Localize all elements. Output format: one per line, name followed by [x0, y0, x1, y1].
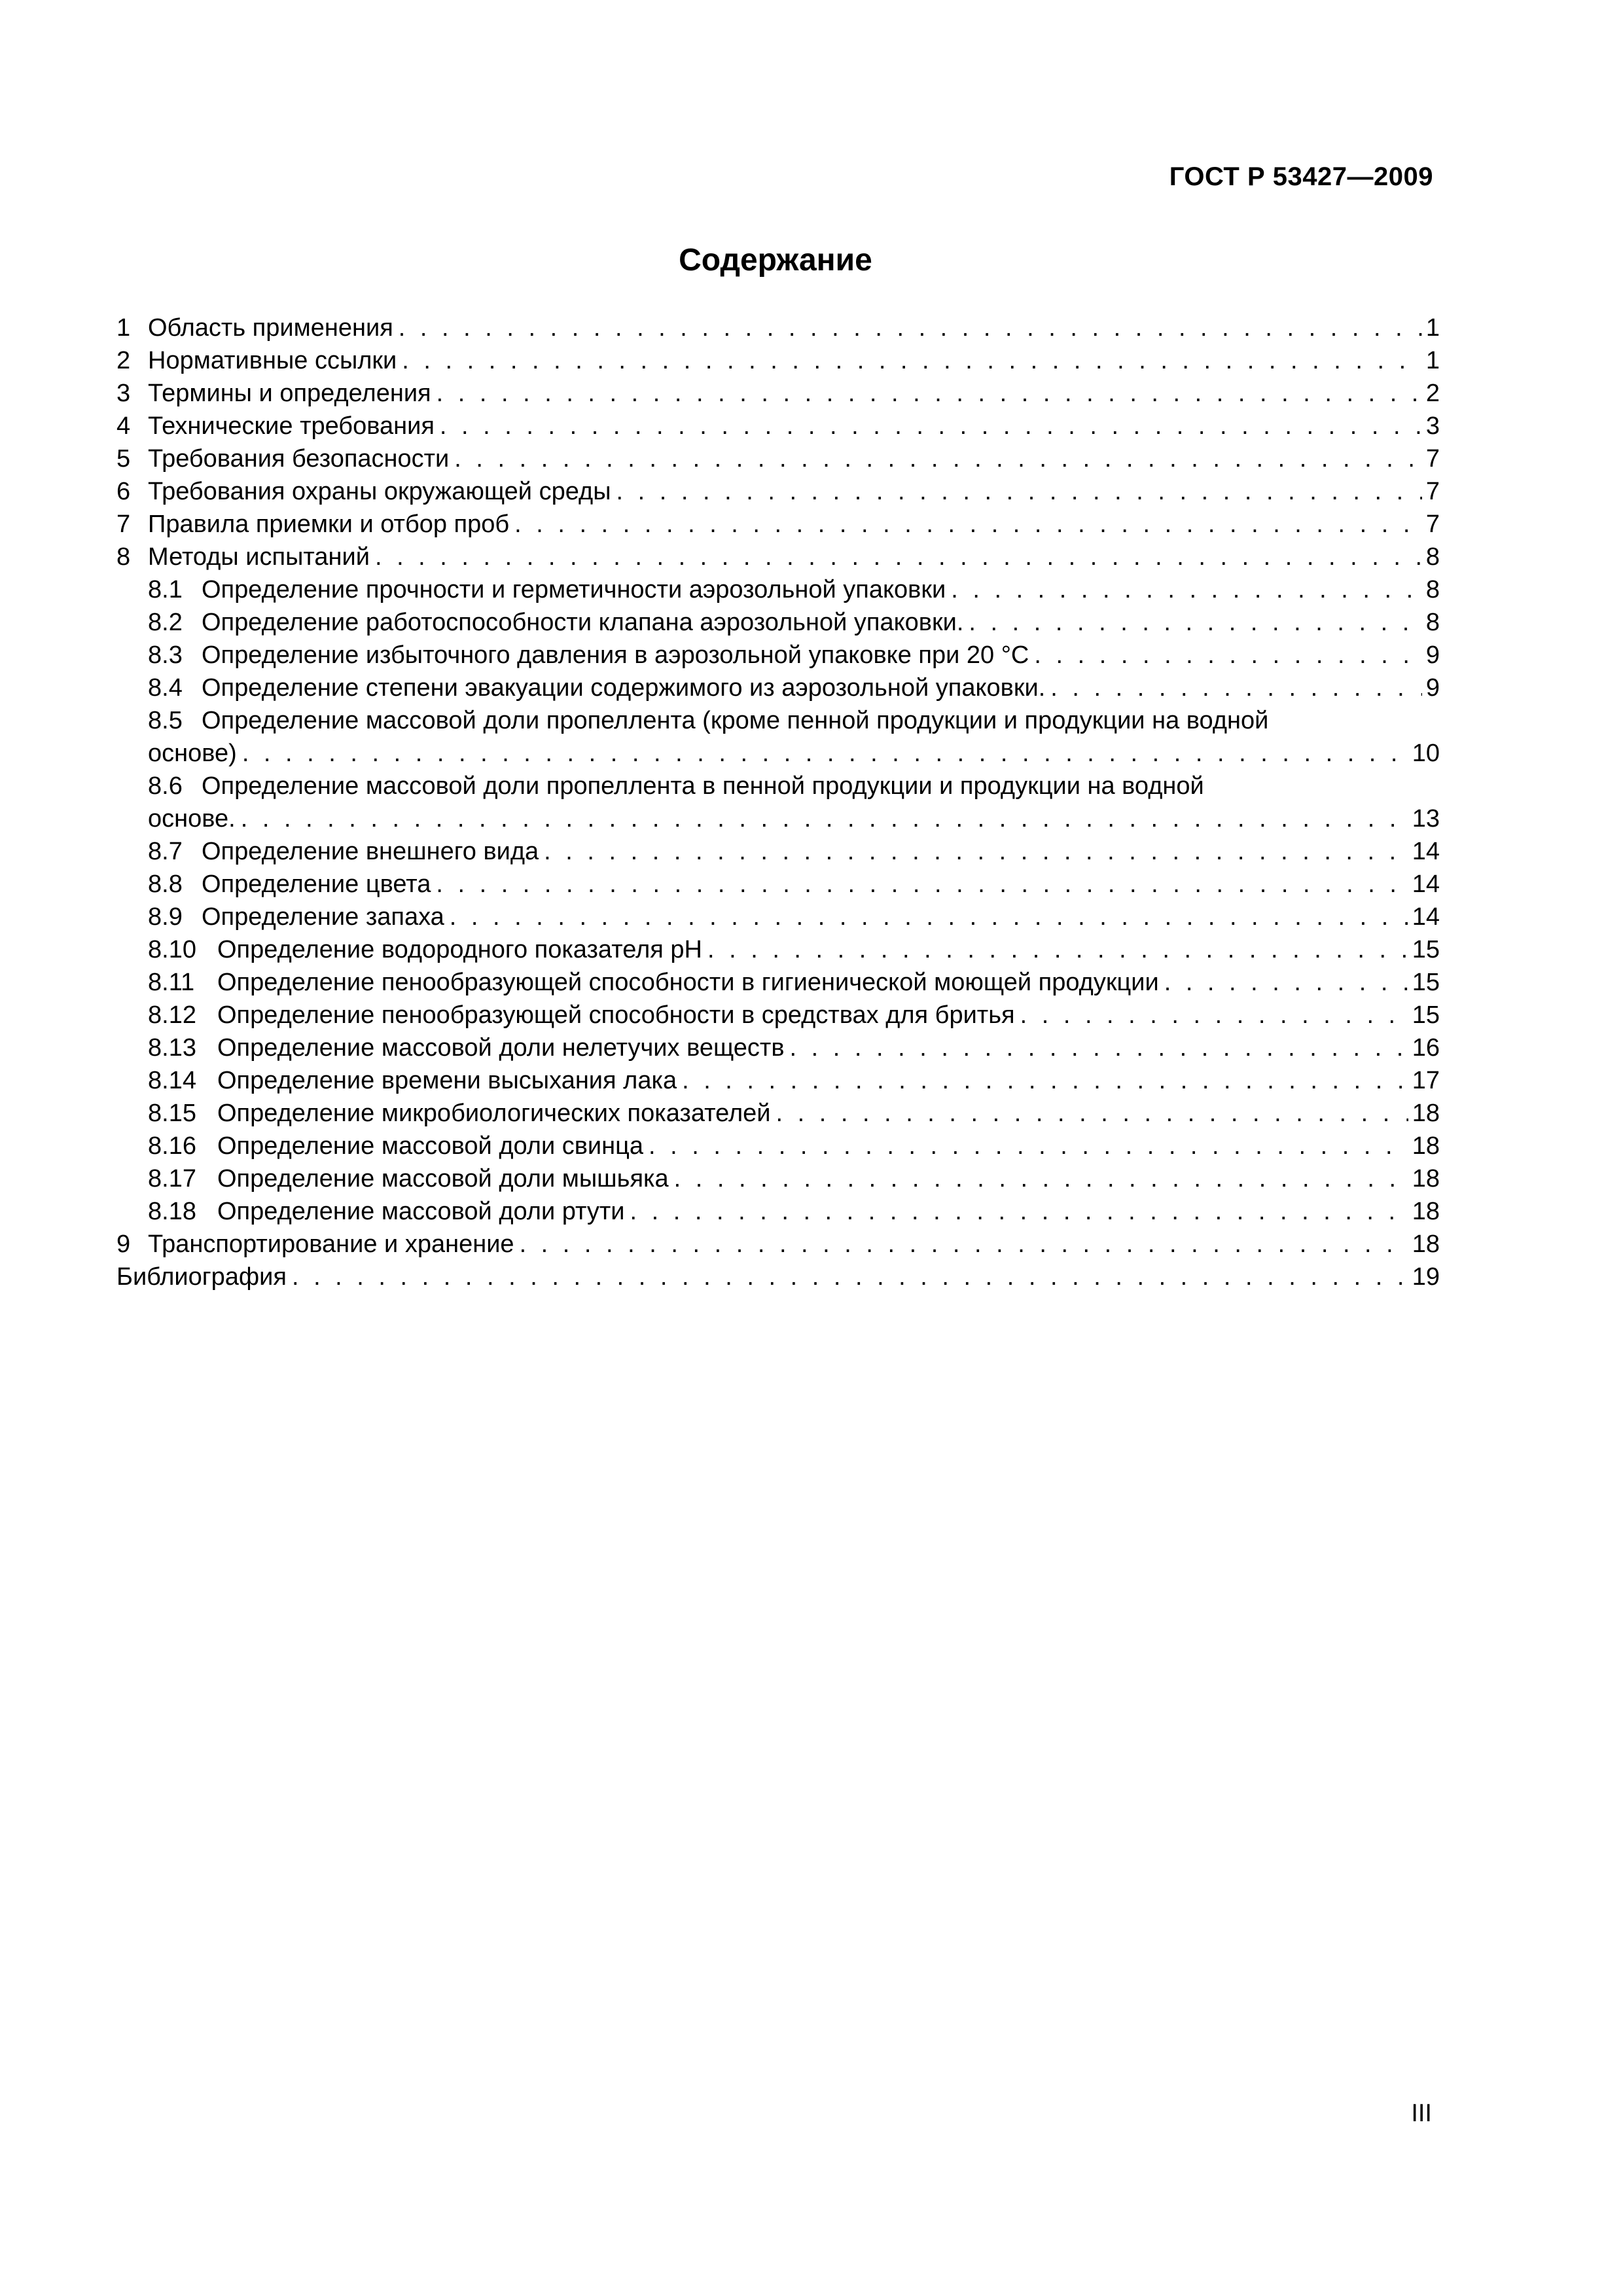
- toc-title-continuation: основе): [148, 740, 237, 767]
- toc-title: Требования охраны окружающей среды: [148, 478, 611, 505]
- toc-page: 13: [1412, 805, 1440, 833]
- toc-subentry-continuation[interactable]: [116, 802, 1440, 835]
- dot-leader: [682, 1064, 1408, 1097]
- toc-title: Библиография: [116, 1263, 287, 1291]
- page-title: Содержание: [679, 243, 872, 278]
- toc-subentry[interactable]: [116, 901, 1440, 933]
- toc-entry[interactable]: [116, 1228, 1440, 1261]
- toc-number: 8.12: [148, 1001, 196, 1029]
- toc-page: 7: [1425, 445, 1440, 473]
- toc-title: Определение времени высыхания лака: [217, 1067, 677, 1094]
- toc-subentry[interactable]: [116, 966, 1440, 999]
- dot-leader: [707, 933, 1408, 966]
- dot-leader: [951, 573, 1422, 606]
- toc-number: 5: [116, 445, 131, 473]
- toc-number: 8.4: [148, 674, 183, 702]
- toc-title: Правила приемки и отбор проб: [148, 511, 510, 538]
- dot-leader: [241, 802, 1408, 835]
- toc-number: 8.13: [148, 1034, 196, 1062]
- toc-number: 8.3: [148, 641, 183, 669]
- toc-entry[interactable]: [116, 508, 1440, 541]
- dot-leader: [242, 737, 1408, 770]
- toc-title: Определение массовой доли свинца: [217, 1132, 644, 1160]
- toc-page: 8: [1425, 543, 1440, 571]
- toc-number: 8.1: [148, 576, 183, 603]
- toc-title: Транспортирование и хранение: [148, 1230, 514, 1258]
- toc-subentry[interactable]: [116, 999, 1440, 1031]
- toc-number: 6: [116, 478, 131, 505]
- toc-page: 2: [1425, 380, 1440, 407]
- toc-title: Термины и определения: [148, 380, 431, 407]
- dot-leader: [399, 312, 1422, 344]
- toc-title: Определение работоспособности клапана аэрозольной упаковки.: [202, 609, 964, 636]
- toc-title: Определение прочности и герметичности аэрозольной упаковки: [202, 576, 946, 603]
- dot-leader: [402, 344, 1422, 377]
- toc-number: 8.9: [148, 903, 183, 931]
- toc-title: Определение пенообразующей способности в средствах для бритья: [217, 1001, 1015, 1029]
- toc-subentry[interactable]: [116, 933, 1440, 966]
- toc-page: 9: [1425, 674, 1440, 702]
- toc-title: Область применения: [148, 314, 393, 342]
- toc-entry[interactable]: [116, 312, 1440, 344]
- toc-number: 8.5: [148, 707, 183, 734]
- dot-leader: [520, 1228, 1408, 1261]
- toc-entry[interactable]: [116, 377, 1440, 410]
- toc-subentry[interactable]: [116, 1162, 1440, 1195]
- toc-page: 7: [1425, 511, 1440, 538]
- toc-page: 8: [1425, 609, 1440, 636]
- toc-title: Определение массовой доли пропеллента (кроме пенной продукции и продукции на водной: [202, 707, 1269, 734]
- toc-page: 9: [1425, 641, 1440, 669]
- toc-number: 4: [116, 412, 131, 440]
- toc-page: 18: [1412, 1198, 1440, 1225]
- toc-number: 8.14: [148, 1067, 196, 1094]
- toc-subentry[interactable]: [116, 1031, 1440, 1064]
- document-code: ГОСТ Р 53427—2009: [1169, 162, 1433, 191]
- toc-title: Определение избыточного давления в аэрозольной упаковке при 20 °С: [202, 641, 1029, 669]
- toc-number: 3: [116, 380, 131, 407]
- page-number: III: [1411, 2100, 1432, 2127]
- toc-entry[interactable]: [116, 442, 1440, 475]
- toc-subentry-continuation[interactable]: [116, 737, 1440, 770]
- toc-page: 1: [1425, 314, 1440, 342]
- toc-number: 8.11: [148, 969, 195, 996]
- dot-leader: [514, 508, 1422, 541]
- toc-page: 19: [1412, 1263, 1440, 1291]
- toc-number: 9: [116, 1230, 131, 1258]
- toc-subentry[interactable]: [116, 606, 1440, 639]
- toc-page: 14: [1412, 870, 1440, 898]
- toc-title: Нормативные ссылки: [148, 347, 397, 374]
- dot-leader: [616, 475, 1422, 508]
- toc-page: 7: [1425, 478, 1440, 505]
- toc-number: 8.17: [148, 1165, 196, 1193]
- toc-title: Определение пенообразующей способности в гигиенической моющей продукции: [217, 969, 1159, 996]
- toc-number: 8.2: [148, 609, 183, 636]
- toc-subentry[interactable]: [116, 1064, 1440, 1097]
- toc-page: 18: [1412, 1230, 1440, 1258]
- toc-number: 8.15: [148, 1100, 196, 1127]
- toc-page: 15: [1412, 1001, 1440, 1029]
- toc-title: Технические требования: [148, 412, 435, 440]
- toc-title: Определение массовой доли нелетучих веществ: [217, 1034, 785, 1062]
- toc-number: 8.6: [148, 772, 183, 800]
- toc-entry[interactable]: [116, 410, 1440, 442]
- toc-title: Требования безопасности: [148, 445, 450, 473]
- dot-leader: [790, 1031, 1408, 1064]
- toc-entry[interactable]: [116, 541, 1440, 573]
- toc-number: 8.18: [148, 1198, 196, 1225]
- toc-number: 8.10: [148, 936, 196, 963]
- toc-title-continuation: основе.: [148, 805, 236, 833]
- toc-number: 7: [116, 511, 131, 538]
- dot-leader: [454, 442, 1422, 475]
- toc-number: 2: [116, 347, 131, 374]
- dot-leader: [1164, 966, 1408, 999]
- table-of-contents: [116, 312, 1440, 1293]
- toc-page: 8: [1425, 576, 1440, 603]
- toc-subentry[interactable]: [116, 835, 1440, 868]
- dot-leader: [776, 1097, 1408, 1130]
- dot-leader: [969, 606, 1421, 639]
- toc-title: Определение водородного показателя pH: [217, 936, 702, 963]
- toc-subentry[interactable]: [116, 868, 1440, 901]
- toc-title: Определение массовой доли пропеллента в пенной продукции и продукции на водной: [202, 772, 1204, 800]
- toc-title: Определение запаха: [202, 903, 444, 931]
- toc-subentry[interactable]: [116, 1097, 1440, 1130]
- toc-page: 3: [1425, 412, 1440, 440]
- toc-title: Методы испытаний: [148, 543, 370, 571]
- dot-leader: [1050, 672, 1422, 704]
- toc-title: Определение микробиологических показателей: [217, 1100, 771, 1127]
- toc-page: 18: [1412, 1165, 1440, 1193]
- toc-number: 8.8: [148, 870, 183, 898]
- dot-leader: [649, 1130, 1408, 1162]
- toc-page: 10: [1412, 740, 1440, 767]
- dot-leader: [292, 1261, 1408, 1293]
- toc-number: 8.16: [148, 1132, 196, 1160]
- dot-leader: [440, 410, 1422, 442]
- toc-subentry[interactable]: [116, 770, 1440, 802]
- toc-page: 15: [1412, 936, 1440, 963]
- toc-subentry[interactable]: [116, 704, 1440, 737]
- toc-entry-bibliography[interactable]: [116, 1261, 1440, 1293]
- dot-leader: [436, 868, 1408, 901]
- toc-title: Определение массовой доли мышьяка: [217, 1165, 669, 1193]
- toc-number: 8.7: [148, 838, 183, 865]
- dot-leader: [437, 377, 1422, 410]
- toc-page: 16: [1412, 1034, 1440, 1062]
- dot-leader: [674, 1162, 1408, 1195]
- toc-subentry[interactable]: [116, 1195, 1440, 1228]
- toc-entry[interactable]: [116, 344, 1440, 377]
- toc-page: 15: [1412, 969, 1440, 996]
- toc-page: 14: [1412, 838, 1440, 865]
- dot-leader: [544, 835, 1408, 868]
- toc-subentry[interactable]: [116, 672, 1440, 704]
- toc-title: Определение степени эвакуации содержимого из аэрозольной упаковки.: [202, 674, 1046, 702]
- dot-leader: [630, 1195, 1408, 1228]
- toc-page: 14: [1412, 903, 1440, 931]
- dot-leader: [1034, 639, 1421, 672]
- dot-leader: [450, 901, 1408, 933]
- toc-title: Определение внешнего вида: [202, 838, 539, 865]
- toc-subentry[interactable]: [116, 1130, 1440, 1162]
- toc-entry[interactable]: [116, 475, 1440, 508]
- toc-subentry[interactable]: [116, 639, 1440, 672]
- toc-title: Определение массовой доли ртути: [217, 1198, 625, 1225]
- toc-page: 17: [1412, 1067, 1440, 1094]
- toc-subentry[interactable]: [116, 573, 1440, 606]
- toc-number: 1: [116, 314, 131, 342]
- toc-page: 1: [1425, 347, 1440, 374]
- toc-page: 18: [1412, 1100, 1440, 1127]
- toc-number: 8: [116, 543, 131, 571]
- toc-title: Определение цвета: [202, 870, 431, 898]
- toc-page: 18: [1412, 1132, 1440, 1160]
- dot-leader: [375, 541, 1422, 573]
- dot-leader: [1020, 999, 1408, 1031]
